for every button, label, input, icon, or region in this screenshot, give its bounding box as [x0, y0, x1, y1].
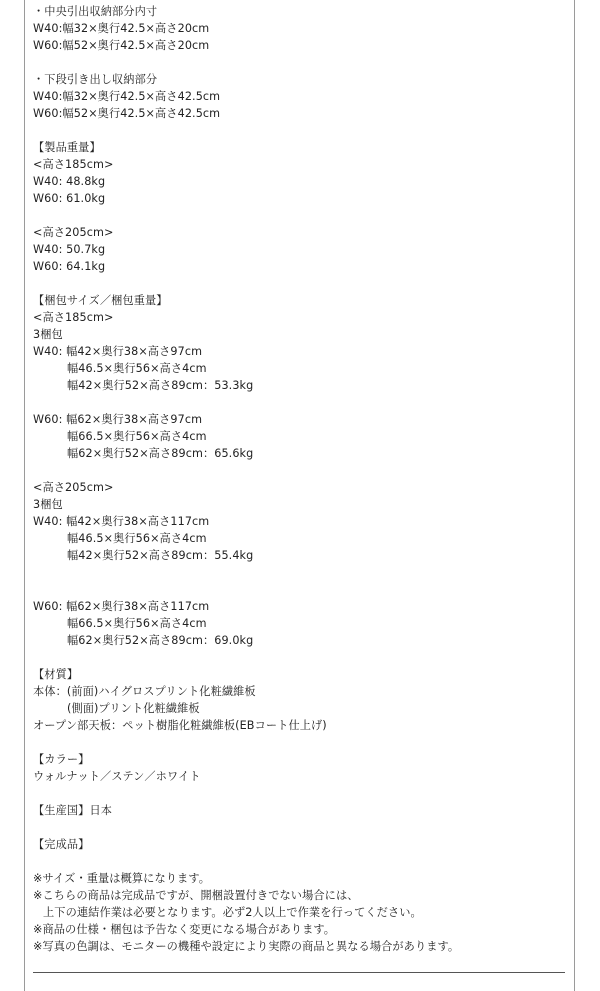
package-185-w60-line: 幅62×奥行52×高さ89cm：65.6kg — [67, 447, 254, 460]
complete-label: 【完成品】 — [33, 838, 90, 851]
package-185-w60-line: W60: 幅62×奥行38×高さ97cm — [33, 413, 203, 426]
note-line: ※サイズ・重量は概算になります。 — [33, 872, 210, 885]
note-line: ※商品の仕様・梱包は予告なく変更になる場合があります。 — [33, 923, 336, 936]
color-value: ウォルナット／ステン／ホワイト — [33, 770, 201, 783]
package-185-w40-line: 幅42×奥行52×高さ89cm：53.3kg — [67, 379, 254, 392]
spec-text — [33, 3, 573, 955]
color-heading: 【カラー】 — [33, 753, 90, 766]
material-heading: 【材質】 — [33, 668, 79, 681]
weight-185-w40: W40: 48.8kg — [33, 175, 106, 188]
package-185-w40-line: W40: 幅42×奥行38×高さ97cm — [33, 345, 203, 358]
weight-205-label: <高さ205cm> — [33, 226, 114, 239]
package-205-w40-line: 幅46.5×奥行56×高さ4cm — [67, 532, 207, 545]
center-drawer-w60: W60:幅52×奥行42.5×高さ20cm — [33, 39, 210, 52]
package-205-w40-line: W40: 幅42×奥行38×高さ117cm — [33, 515, 210, 528]
origin: 【生産国】日本 — [33, 804, 113, 817]
material-top: オープン部天板：ペット樹脂化粧繊維板(EBコート仕上げ) — [33, 719, 327, 732]
divider-line — [33, 972, 565, 973]
material-front: 本体：(前面)ハイグロスプリント化粧繊維板 — [33, 685, 256, 698]
weight-205-w40: W40: 50.7kg — [33, 243, 106, 256]
package-205-w60-line: W60: 幅62×奥行38×高さ117cm — [33, 600, 210, 613]
note-line: ※こちらの商品は完成品ですが、開梱設置付きでない場合には、 — [33, 889, 359, 902]
note-line: ※写真の色調は、モニターの機種や設定により実際の商品と異なる場合があります。 — [33, 940, 460, 953]
package-heading: 【梱包サイズ／梱包重量】 — [33, 294, 168, 307]
note-line: 上下の連結作業は必要となります。必ず2人以上で作業を行ってください。 — [43, 906, 422, 919]
package-205-w60-line: 幅66.5×奥行56×高さ4cm — [67, 617, 207, 630]
package-185-label: <高さ185cm> — [33, 311, 114, 324]
material-side: (側面)プリント化粧繊維板 — [67, 702, 200, 715]
lower-drawer-w40: W40:幅32×奥行42.5×高さ42.5cm — [33, 90, 221, 103]
package-205-w60-line: 幅62×奥行52×高さ89cm：69.0kg — [67, 634, 254, 647]
weight-205-w60: W60: 64.1kg — [33, 260, 106, 273]
center-drawer-w40: W40:幅32×奥行42.5×高さ20cm — [33, 22, 210, 35]
package-205-label: <高さ205cm> — [33, 481, 114, 494]
weight-185-w60: W60: 61.0kg — [33, 192, 106, 205]
package-185-w60-line: 幅66.5×奥行56×高さ4cm — [67, 430, 207, 443]
lower-drawer-heading: ・下段引き出し収納部分 — [33, 73, 158, 86]
lower-drawer-w60: W60:幅52×奥行42.5×高さ42.5cm — [33, 107, 221, 120]
package-205-w40-line: 幅42×奥行52×高さ89cm：55.4kg — [67, 549, 254, 562]
weight-heading: 【製品重量】 — [33, 141, 101, 154]
package-185-w40-line: 幅46.5×奥行56×高さ4cm — [67, 362, 207, 375]
weight-185-label: <高さ185cm> — [33, 158, 114, 171]
package-205-count: 3梱包 — [33, 498, 63, 511]
package-185-count: 3梱包 — [33, 328, 63, 341]
center-drawer-heading: ・中央引出収納部分内寸 — [33, 5, 158, 18]
